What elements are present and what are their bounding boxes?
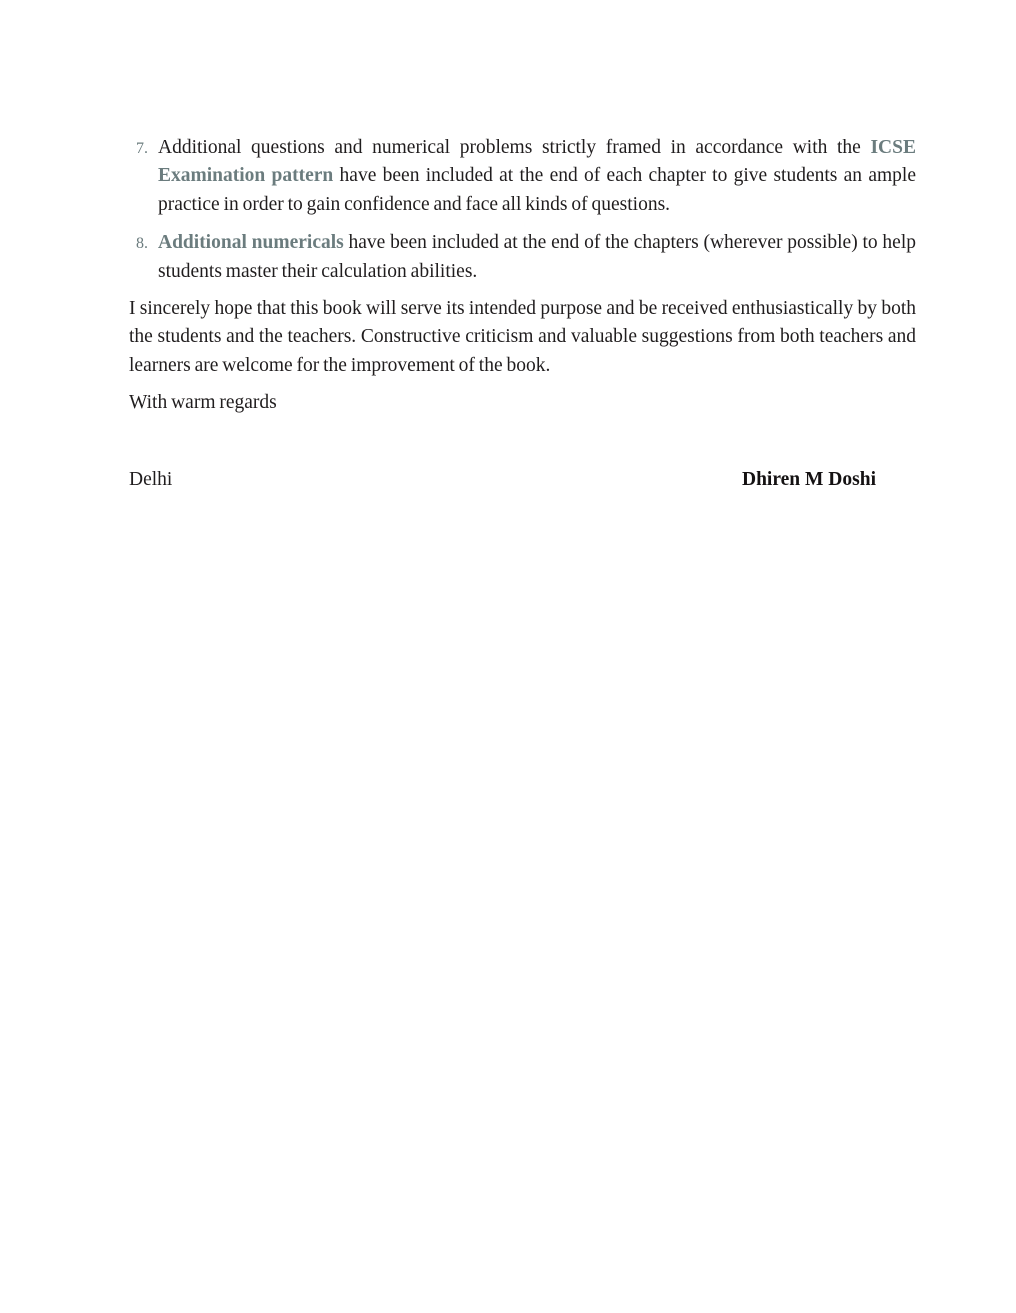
text-segment: have been included at the end of the chapters (wherever possible) to help students master their calculation abilities. [158,232,917,282]
regards-line: With warm regards [129,392,277,414]
text-segment: Additional questions and numerical problems strictly framed in accordance with the [158,137,871,158]
text-segment: have been included at the end of each chapter to give students an ample practice in order to gain confidence and face all kinds of questions. [158,165,916,215]
signature-row [129,466,916,494]
list-item-7-text [158,134,916,219]
numbered-list [129,134,916,286]
list-item-7 [129,134,916,219]
signature-place: Delhi [129,468,173,490]
list-item-8 [129,229,916,286]
closing-paragraph: I sincerely hope that this book will serve its intended purpose and be received enthusiastically by both the students and the teachers. Constructive criticism and valuable suggestions from both teachers and learners are welcome for the improvement of the book. [129,298,916,376]
accent-phrase-icse-pattern: ICSE Examination pattern [158,137,916,187]
accent-phrase-additional-numericals: Additional numericals [158,232,344,254]
list-number-7: 7. [136,140,148,157]
list-number-8: 8. [136,235,148,253]
signature-author: Dhiren M Doshi [742,468,876,490]
list-item-8-text [158,229,916,286]
